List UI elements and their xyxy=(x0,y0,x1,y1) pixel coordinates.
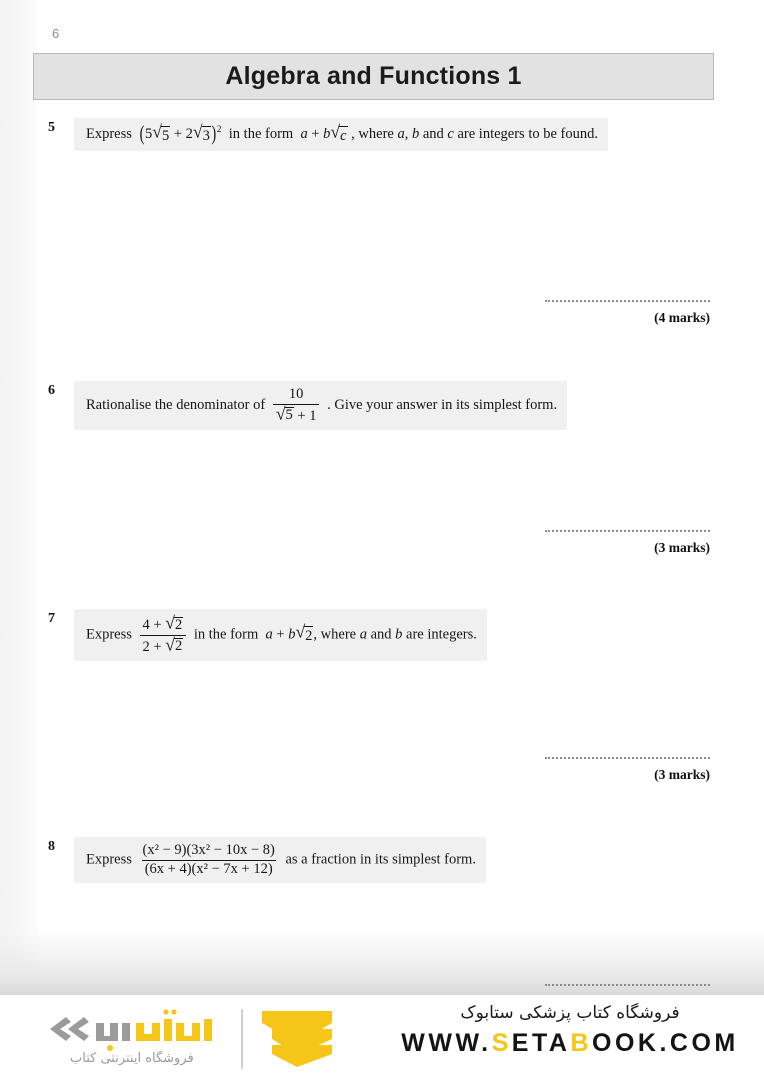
question-5-number: 5 xyxy=(48,120,55,135)
question-5-marks: (4 marks) xyxy=(654,310,710,325)
question-7-number: 7 xyxy=(48,611,55,626)
footer-website-url[interactable] xyxy=(400,1029,740,1058)
q5-power: 2 xyxy=(216,124,222,136)
question-7-answer-area[interactable] xyxy=(545,757,710,783)
url-part-ook-com: OOK.COM xyxy=(592,1029,739,1057)
q7-fraction xyxy=(140,612,187,655)
question-7-marks: (3 marks) xyxy=(654,767,710,782)
q7-var-b: b xyxy=(395,626,403,643)
q7-mid: in the form xyxy=(193,626,259,643)
q5-radicand2: 3 xyxy=(202,127,210,144)
footer-brand-text xyxy=(400,1003,740,1058)
url-letter-b: B xyxy=(570,1029,593,1057)
question-5-answer-rule[interactable] xyxy=(545,300,710,302)
q7-form-b: b xyxy=(288,626,296,643)
q5-tail2: are integers to be found. xyxy=(457,126,598,142)
setabook-chevron-mark-icon xyxy=(258,1009,336,1074)
q8-lead: Express xyxy=(86,851,132,868)
q6-den-tail: + 1 xyxy=(297,407,317,424)
footer-brand-logo[interactable] xyxy=(36,1001,336,1077)
page-left-margin-shade xyxy=(0,0,38,1000)
q7-var-a: a xyxy=(359,626,367,643)
q5-radicand1: 5 xyxy=(161,127,170,144)
question-8-answer-area[interactable] xyxy=(545,984,710,994)
question-7-answer-rule[interactable] xyxy=(545,757,710,759)
question-6-answer-rule[interactable] xyxy=(545,530,710,532)
site-footer xyxy=(0,995,764,1080)
question-5-answer-area[interactable] xyxy=(545,300,710,326)
q7-form-sqrt-2-icon: √ 2 xyxy=(295,621,313,644)
q5-sqrt-3-icon: √ 3 xyxy=(192,121,210,144)
question-7 xyxy=(48,609,487,661)
q8-denominator: (6x + 4)(x² − 7x + 12) xyxy=(142,860,276,878)
q5-var-a: a xyxy=(397,126,405,142)
q7-var-and: and xyxy=(370,626,392,643)
q7-denominator: 2 + √ 2 xyxy=(140,635,187,656)
q6-den-radicand: 5 xyxy=(285,407,293,424)
q7-den-radicand: 2 xyxy=(174,638,183,655)
question-8-number: 8 xyxy=(48,839,55,854)
question-8 xyxy=(48,837,486,883)
q5-form-b: b xyxy=(323,126,331,142)
q7-numerator: 4 + √ 2 xyxy=(142,612,183,633)
question-8-text xyxy=(86,843,476,877)
q6-lead: Rationalise the denominator of xyxy=(86,396,266,413)
q6-denominator xyxy=(273,404,320,425)
q8-numerator: (x² − 9)(3x² − 10x − 8) xyxy=(142,842,275,858)
q7-den-sqrt-2-icon: √ 2 xyxy=(165,634,183,655)
brand-subtitle: فروشگاه اینترنتی کتاب xyxy=(70,1051,194,1066)
q5-sqrt-5-icon: √ 5 xyxy=(152,121,170,144)
question-6-answer-area[interactable] xyxy=(545,530,710,556)
question-6-marks: (3 marks) xyxy=(654,540,710,555)
q7-tail2: are integers. xyxy=(406,626,477,643)
question-5-band xyxy=(74,118,608,151)
q5-coeff1: 5 xyxy=(145,126,153,142)
q6-tail: . Give your answer in its simplest form. xyxy=(327,396,558,413)
question-5-text xyxy=(86,121,598,146)
q5-var-comma: , xyxy=(404,126,409,142)
q5-sqrt-c-icon: √ c xyxy=(330,121,347,144)
q7-num-sqrt-2-icon: √ 2 xyxy=(165,612,183,633)
q5-lead: Express xyxy=(86,126,132,142)
section-title-text: Algebra and Functions 1 xyxy=(225,62,522,90)
q6-sqrt-5-icon: √ 5 xyxy=(275,403,293,424)
q5-form-radicand: c xyxy=(340,127,347,144)
q5-open-paren: ( xyxy=(139,122,145,146)
q7-form-plus: + xyxy=(276,626,285,643)
q5-coeff2: 2 xyxy=(185,126,193,142)
footer-tagline-fa: فروشگاه کتاب پزشکی ستابوک xyxy=(460,1003,680,1023)
q5-form-plus: + xyxy=(311,126,320,142)
q8-tail: as a fraction in its simplest form. xyxy=(285,851,476,868)
q7-tail: , where xyxy=(313,626,357,643)
q7-den-int: 2 xyxy=(142,638,150,655)
q7-lead: Express xyxy=(86,626,132,643)
q5-form-a: a xyxy=(300,126,308,142)
q7-form-radicand: 2 xyxy=(305,627,313,644)
section-title-banner xyxy=(33,53,714,100)
q5-plus: + xyxy=(173,126,183,142)
question-6-number: 6 xyxy=(48,383,55,398)
q8-fraction xyxy=(140,843,278,877)
question-6 xyxy=(48,381,567,430)
q6-fraction xyxy=(273,387,320,424)
url-part-eta: ETA xyxy=(511,1029,571,1057)
q5-var-and: and xyxy=(422,126,444,142)
q7-num-radicand: 2 xyxy=(174,616,183,633)
q5-mid: in the form xyxy=(228,126,294,142)
question-8-answer-rule[interactable] xyxy=(545,984,710,986)
page-number: 6 xyxy=(52,26,60,41)
q5-tail: , where xyxy=(351,126,394,142)
q7-form-a: a xyxy=(265,626,273,643)
q5-close-paren: ) xyxy=(211,122,217,146)
question-8-band xyxy=(74,837,486,883)
url-letter-s: S xyxy=(491,1029,512,1057)
question-6-band xyxy=(74,381,567,430)
url-part-www: WWW. xyxy=(401,1029,492,1057)
q5-var-c: c xyxy=(447,126,454,142)
question-6-text xyxy=(86,387,557,424)
question-5 xyxy=(48,118,608,151)
question-7-text xyxy=(86,612,477,655)
q5-var-b: b xyxy=(411,126,420,142)
footer-logo-divider xyxy=(241,1009,243,1069)
q6-numerator: 10 xyxy=(288,386,304,402)
q7-num-int: 4 xyxy=(142,617,150,633)
question-7-band xyxy=(74,609,487,661)
